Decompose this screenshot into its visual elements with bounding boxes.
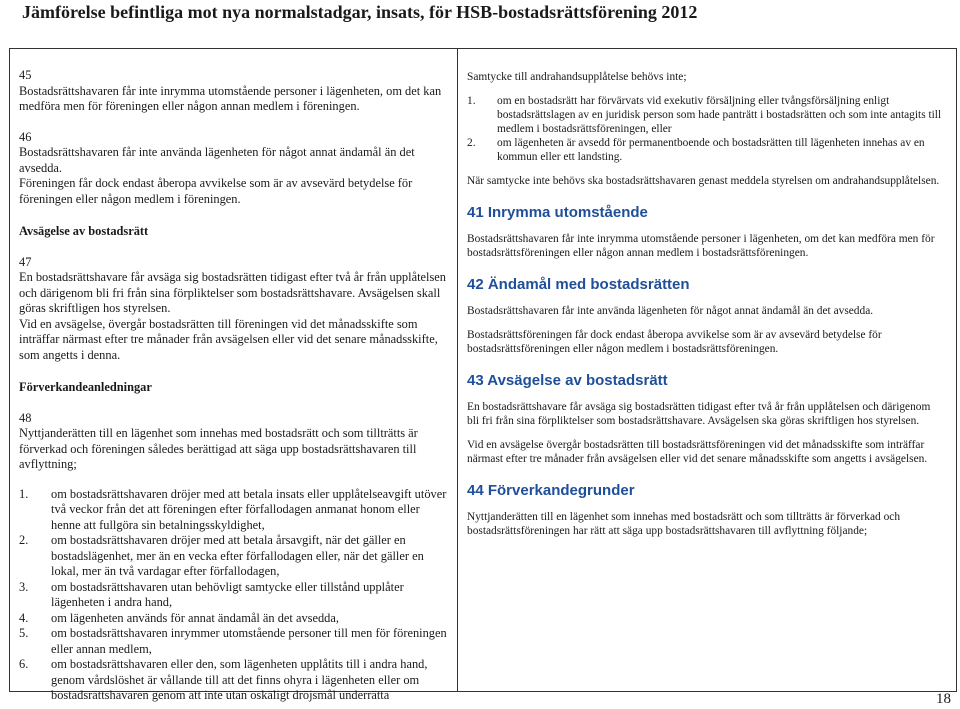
document-title: Jämförelse befintliga mot nya normalstadgar, insats, för HSB-bostadsrättsförening 2012	[22, 2, 698, 22]
samtycke-intro: Samtycke till andrahandsupplåtelse behövs inte;	[467, 71, 687, 83]
section-41-text: Bostadsrättshavaren får inte inrymma utomstående personer i lägenheten, om det kan medföra men för bostadsrättsföreningen eller någon annan medlem i bostadsrättsföreningen.	[467, 233, 935, 259]
list-item: 2. om lägenheten är avsedd för permanentboende och bostadsrätten till lägenheten innehas av en kommun eller ett landsting.	[467, 137, 925, 163]
list-item: 6. om bostadsrättshavaren eller den, som lägenheten upplåtits till i andra hand, genom vårdslöshet är vållande till att det finns ohyra i lägenheten eller om bostadsrättshavaren genom att inte utan oskäligt dröjsmål underrätta	[19, 657, 428, 702]
paragraph-46-text: Bostadsrättshavaren får inte använda lägenheten för något annat ändamål än det avsedda.	[19, 145, 415, 175]
list-item: 2. om bostadsrättshavaren dröjer med att betala årsavgift, när det gäller en bostadslägenhet, mer än en vecka efter förfallodagen eller, när det gäller en lokal, mer än två vardagar efter förfallodagen,	[19, 533, 424, 578]
list-item: 1. om bostadsrättshavaren dröjer med att betala insats eller upplåtelseavgift utöver två veckor från det att föreningen efter förfallodagen anmanat honom eller henne att fullgöra sin betalningsskyldighet,	[19, 486, 447, 532]
section-44-text: Nyttjanderätten till en lägenhet som innehas med bostadsrätt och som tillträtts är förverkad och bostadsrättsföreningen har rätt att säga upp bostadsrättshavaren till avflyttning följande;	[467, 511, 901, 537]
paragraph-46-text-2: Föreningen får dock endast åberopa avvikelse som är av avsevärd betydelse för föreningen eller någon medlem i föreningen.	[19, 176, 413, 206]
paragraph-48-text: Nyttjanderätten till en lägenhet som innehas med bostadsrätt och som tillträtts är förverkad och föreningen således berättigad att säga upp bostadsrättshavaren till avflyttning;	[19, 426, 418, 471]
forverkande-list	[19, 487, 451, 704]
section-42-heading: 42 Ändamål med bostadsrätten	[467, 276, 690, 293]
paragraph-45-number: 45	[19, 68, 32, 82]
page-number: 18	[936, 691, 951, 707]
section-42-text-1: Bostadsrättshavaren får inte använda lägenheten för något annat ändamål än det avsedda.	[467, 305, 874, 317]
existing-statutes-column	[19, 68, 451, 704]
list-item: 3. om bostadsrättshavaren utan behövligt samtycke eller tillstånd upplåter lägenheten i andra hand,	[19, 579, 404, 609]
heading-forverkande: Förverkandeanledningar	[19, 380, 152, 394]
paragraph-47-number: 47	[19, 254, 32, 269]
samtycke-paragraph: När samtycke inte behövs ska bostadsrättshavaren genast meddela styrelsen om andrahandsupplåtelsen.	[467, 175, 940, 187]
paragraph-47-text: En bostadsrättshavare får avsäga sig bostadsrätten tidigast efter två år från upplåtelsen och därigenom bli fri från sina förpliktelser som bostadsrättshavare. Avsägelsen skall göras skriftligen hos styrelsen.	[19, 270, 446, 315]
column-divider	[457, 48, 458, 691]
section-44-heading: 44 Förverkandegrunder	[467, 482, 635, 499]
paragraph-45-text: Bostadsrättshavaren får inte inrymma utomstående personer i lägenheten, om det kan medföra men för föreningen eller någon annan medlem i föreningen.	[19, 83, 442, 113]
heading-avsagelse: Avsägelse av bostadsrätt	[19, 224, 149, 238]
paragraph-47-text-2: Vid en avsägelse, övergår bostadsrätten till föreningen vid det månadsskifte som inträffar närmast efter tre månader från avsägelsen eller vid det senare månadsskifte, som angetts i denna.	[19, 316, 438, 362]
section-43-heading: 43 Avsägelse av bostadsrätt	[467, 372, 668, 389]
section-43-text-2: Vid en avsägelse övergår bostadsrätten till bostadsrättsföreningen vid det månadsskifte som inträffar närmast efter tre månader från avsägelsen eller vid det senare månadsskifte som angetts i avsägelsen.	[467, 439, 928, 465]
list-item: 5. om bostadsrättshavaren inrymmer utomstående personer till men för föreningen eller annan medlem,	[19, 626, 447, 656]
list-item: 1. om en bostadsrätt har förvärvats vid exekutiv försäljning eller tvångsförsäljning enligt bostadsrättslagen av en juridisk person som hade panträtt i bostadsrätten och som inte antagits till medlem i bostadsrättsföreningen, eller	[467, 95, 942, 135]
paragraph-46-number: 46	[19, 129, 32, 144]
section-43-text-1: En bostadsrättshavare får avsäga sig bostadsrätten tidigast efter två år från upplåtelsen och därigenom bli fri från sina förpliktelser som bostadsrättshavare. Avsägelsen ska göras skriftligen hos styrelsen.	[467, 401, 931, 427]
list-item: 4. om lägenheten används för annat ändamål än det avsedda,	[19, 610, 339, 625]
section-41-heading: 41 Inrymma utomstående	[467, 204, 648, 221]
new-statutes-column	[467, 70, 945, 538]
paragraph-48-number: 48	[19, 410, 32, 425]
samtycke-list	[467, 94, 945, 164]
section-42-text-2: Bostadsrättsföreningen får dock endast åberopa avvikelse som är av avsevärd betydelse för bostadsrättsföreningen eller någon medlem i bostadsrättsföreningen.	[467, 329, 882, 355]
